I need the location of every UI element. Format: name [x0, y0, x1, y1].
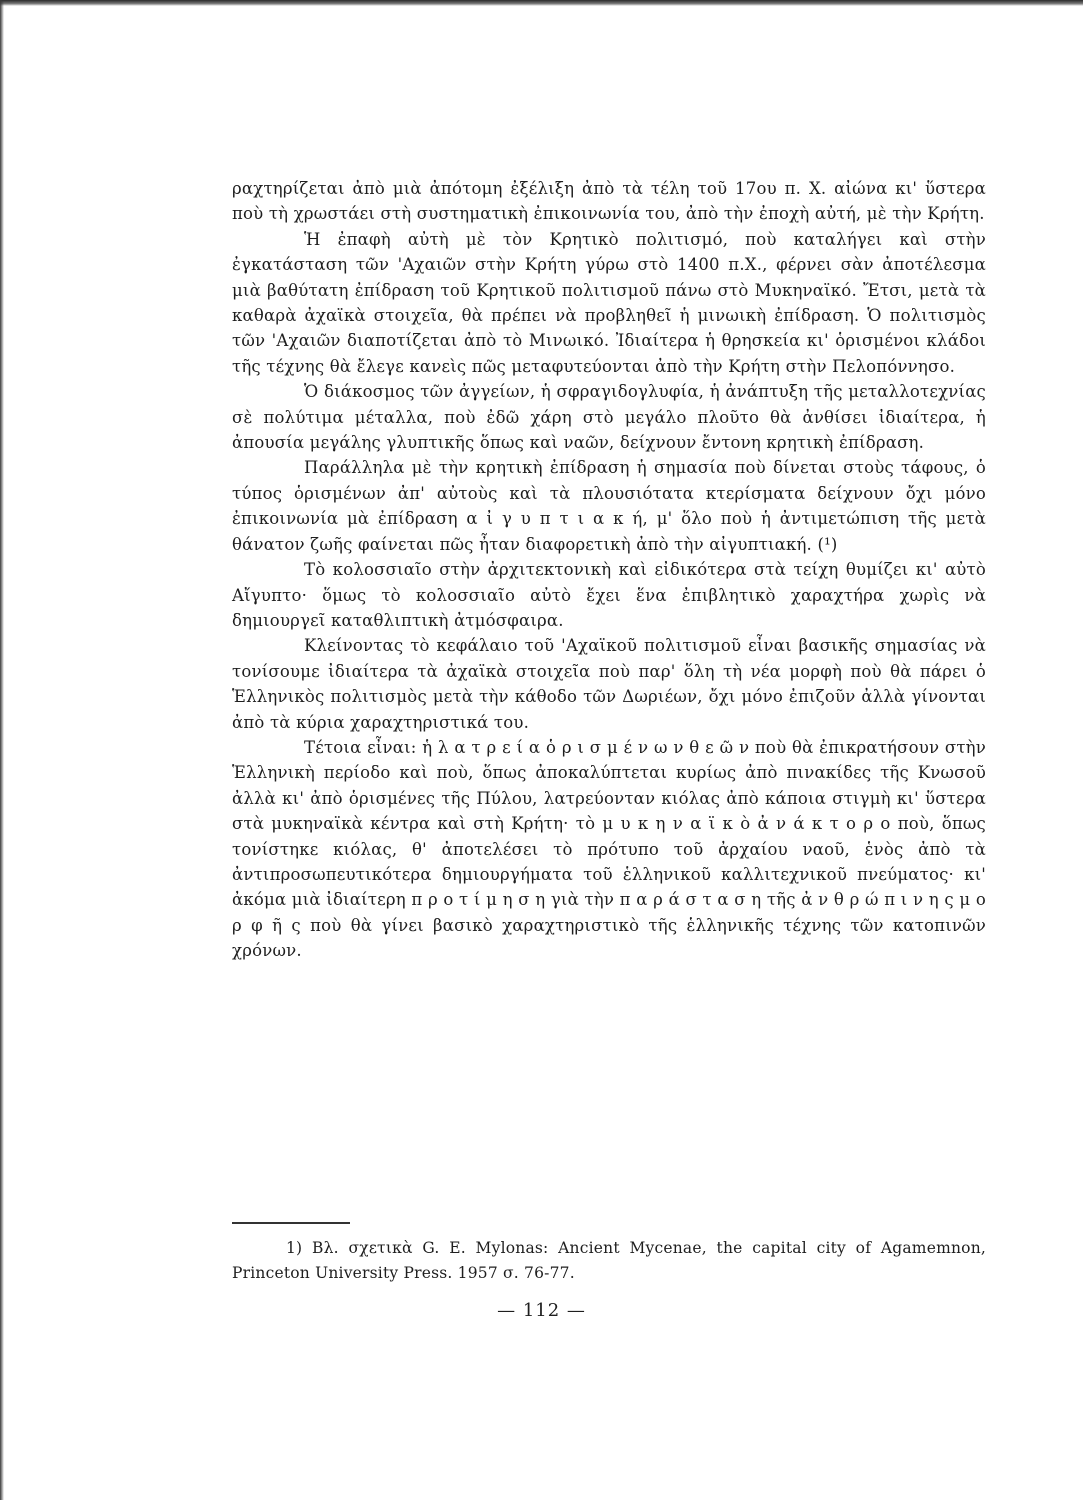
- paragraph-6: Κλείνοντας τὸ κεφάλαιο τοῦ 'Αχαϊκοῦ πολιτισμοῦ εἶναι βασικῆς σημασίας νὰ τονίσουμε ἰδιαίτερα τὰ ἀχαϊκὰ στοιχεῖα ποὺ παρ' ὅλη τὴ νέα μορφὴ ποὺ θὰ πάρει ὁ Ἑλληνικὸς πολιτισμὸς μετὰ τὴν κάθοδο τῶν Δωριέων, ὄχι μόνο ἐπιζοῦν ἀλλὰ γίνονται ἀπὸ τὰ κύρια χαραχτηριστικά του.: [232, 636, 986, 732]
- footnote: 1) Βλ. σχετικὰ G. E. Mylonas: Ancient Mycenae, the capital city of Agamemnon, Princeton University Press. 1957 σ. 76-77.: [232, 1239, 986, 1282]
- body-text: [232, 176, 986, 964]
- paragraph-1: ραχτηρίζεται ἀπὸ μιὰ ἀπότομη ἐξέλιξη ἀπὸ τὰ τέλη τοῦ 17ου π. Χ. αἰώνα κι' ὕστερα ποὺ τὴ χρωστάει στὴ συστηματικὴ ἐπικοινωνία του, ἀπὸ τὴν ἐποχὴ αὐτή, μὲ τὴν Κρήτη.: [232, 179, 986, 224]
- scan-edge-top: [0, 0, 1083, 6]
- paragraph-2: Ἡ ἐπαφὴ αὐτὴ μὲ τὸν Κρητικὸ πολιτισμό, ποὺ καταλήγει καὶ στὴν ἐγκατάσταση τῶν 'Αχαιῶν στὴν Κρήτη γύρω στὸ 1400 π.Χ., φέρνει σὰν ἀποτέλεσμα μιὰ βαθύτατη ἐπίδραση τοῦ Κρητικοῦ πολιτισμοῦ πάνω στὸ Μυκηναϊκό. Ἔτσι, μετὰ τὰ καθαρὰ ἀχαϊκὰ στοιχεῖα, θὰ πρέπει νὰ προβληθεῖ ἡ μινωικὴ ἐπίδραση. Ὁ πολιτισμὸς τῶν 'Αχαιῶν διαποτίζεται ἀπὸ τὸ Μινωικό. Ἰδιαίτερα ἡ θρησκεία κι' ὁρισμένοι κλάδοι τῆς τέχνης θὰ ἔλεγε κανεὶς πῶς μεταφυτεύονται ἀπὸ τὴν Κρήτη στὴν Πελοπόννησο.: [232, 229, 986, 376]
- paragraph-4: Παράλληλα μὲ τὴν κρητικὴ ἐπίδραση ἡ σημασία ποὺ δίνεται στοὺς τάφους, ὁ τύπος ὁρισμένων ἀπ' αὐτοὺς καὶ τὰ πλουσιότατα κτερίσματα δείχνουν ὄχι μόνο ἐπικοινωνία μὰ ἐπίδραση α ἰ γ υ π τ ι α κ ή, μ' ὅλο ποὺ ἡ ἀντιμετώπιση τῆς μετὰ θάνατον ζωῆς φαίνεται πῶς ἦταν διαφορετικὴ ἀπὸ τὴν αἰγυπτιακή. (¹): [232, 458, 986, 554]
- page-number: — 112 —: [497, 1300, 586, 1321]
- paragraph-7: Τέτοια εἶναι: ἡ λ α τ ρ ε ί α ὁ ρ ι σ μ έ ν ω ν θ ε ῶ ν ποὺ θὰ ἐπικρατήσουν στὴν Ἑλληνικὴ περίοδο καὶ ποὺ, ὅπως ἀποκαλύπτεται κυρίως ἀπὸ πινακίδες τῆς Κνωσοῦ ἀλλὰ κι' ἀπὸ ὁρισμένες τῆς Πύλου, λατρεύονταν κιόλας ἀπὸ κάποια στιγμὴ κι' ὕστερα στὰ μυκηναϊκὰ κέντρα καὶ στὴ Κρήτη· τὸ μ υ κ η ν α ϊ κ ὸ ἀ ν ά κ τ ο ρ ο ποὺ, ὅπως τονίστηκε κιόλας, θ' ἀποτελέσει τὸ πρότυπο τοῦ ἀρχαίου ναοῦ, ἑνὸς ἀπὸ τὰ ἀντιπροσωπευτικότερα δημιουργήματα τοῦ ἑλληνικοῦ καλλιτεχνικοῦ πνεύματος· κι' ἀκόμα μιὰ ἰδιαίτερη π ρ ο τ ί μ η σ η γιὰ τὴν π α ρ ά σ τ α σ η τῆς ἀ ν θ ρ ώ π ι ν η ς μ ο ρ φ ῆ ς ποὺ θὰ γίνει βασικὸ χαραχτηριστικὸ τῆς ἑλληνικῆς τέχνης τῶν κατοπινῶν χρόνων.: [232, 737, 986, 961]
- scan-edge-left: [0, 0, 4, 1500]
- paragraph-5: Τὸ κολοσσιαῖο στὴν ἀρχιτεκτονικὴ καὶ εἰδικότερα στὰ τείχη θυμίζει κι' αὐτὸ Αἴγυπτο· ὅμως τὸ κολοσσιαῖο αὐτὸ ἔχει ἕνα ἐπιβλητικὸ χαραχτήρα χωρὶς νὰ δημιουργεῖ καταθλιπτικὴ ἀτμόσφαιρα.: [232, 560, 986, 630]
- paragraph-3: Ὁ διάκοσμος τῶν ἀγγείων, ἡ σφραγιδογλυφία, ἡ ἀνάπτυξη τῆς μεταλλοτεχνίας σὲ πολύτιμα μέταλλα, ποὺ ἐδῶ χάρη στὸ μεγάλο πλοῦτο θὰ ἀνθίσει ἰδιαίτερα, ἡ ἀπουσία μεγάλης γλυπτικῆς ὅπως καὶ ναῶν, δείχνουν ἔντονη κρητικὴ ἐπίδραση.: [232, 382, 986, 453]
- footnote-divider: [232, 1222, 350, 1224]
